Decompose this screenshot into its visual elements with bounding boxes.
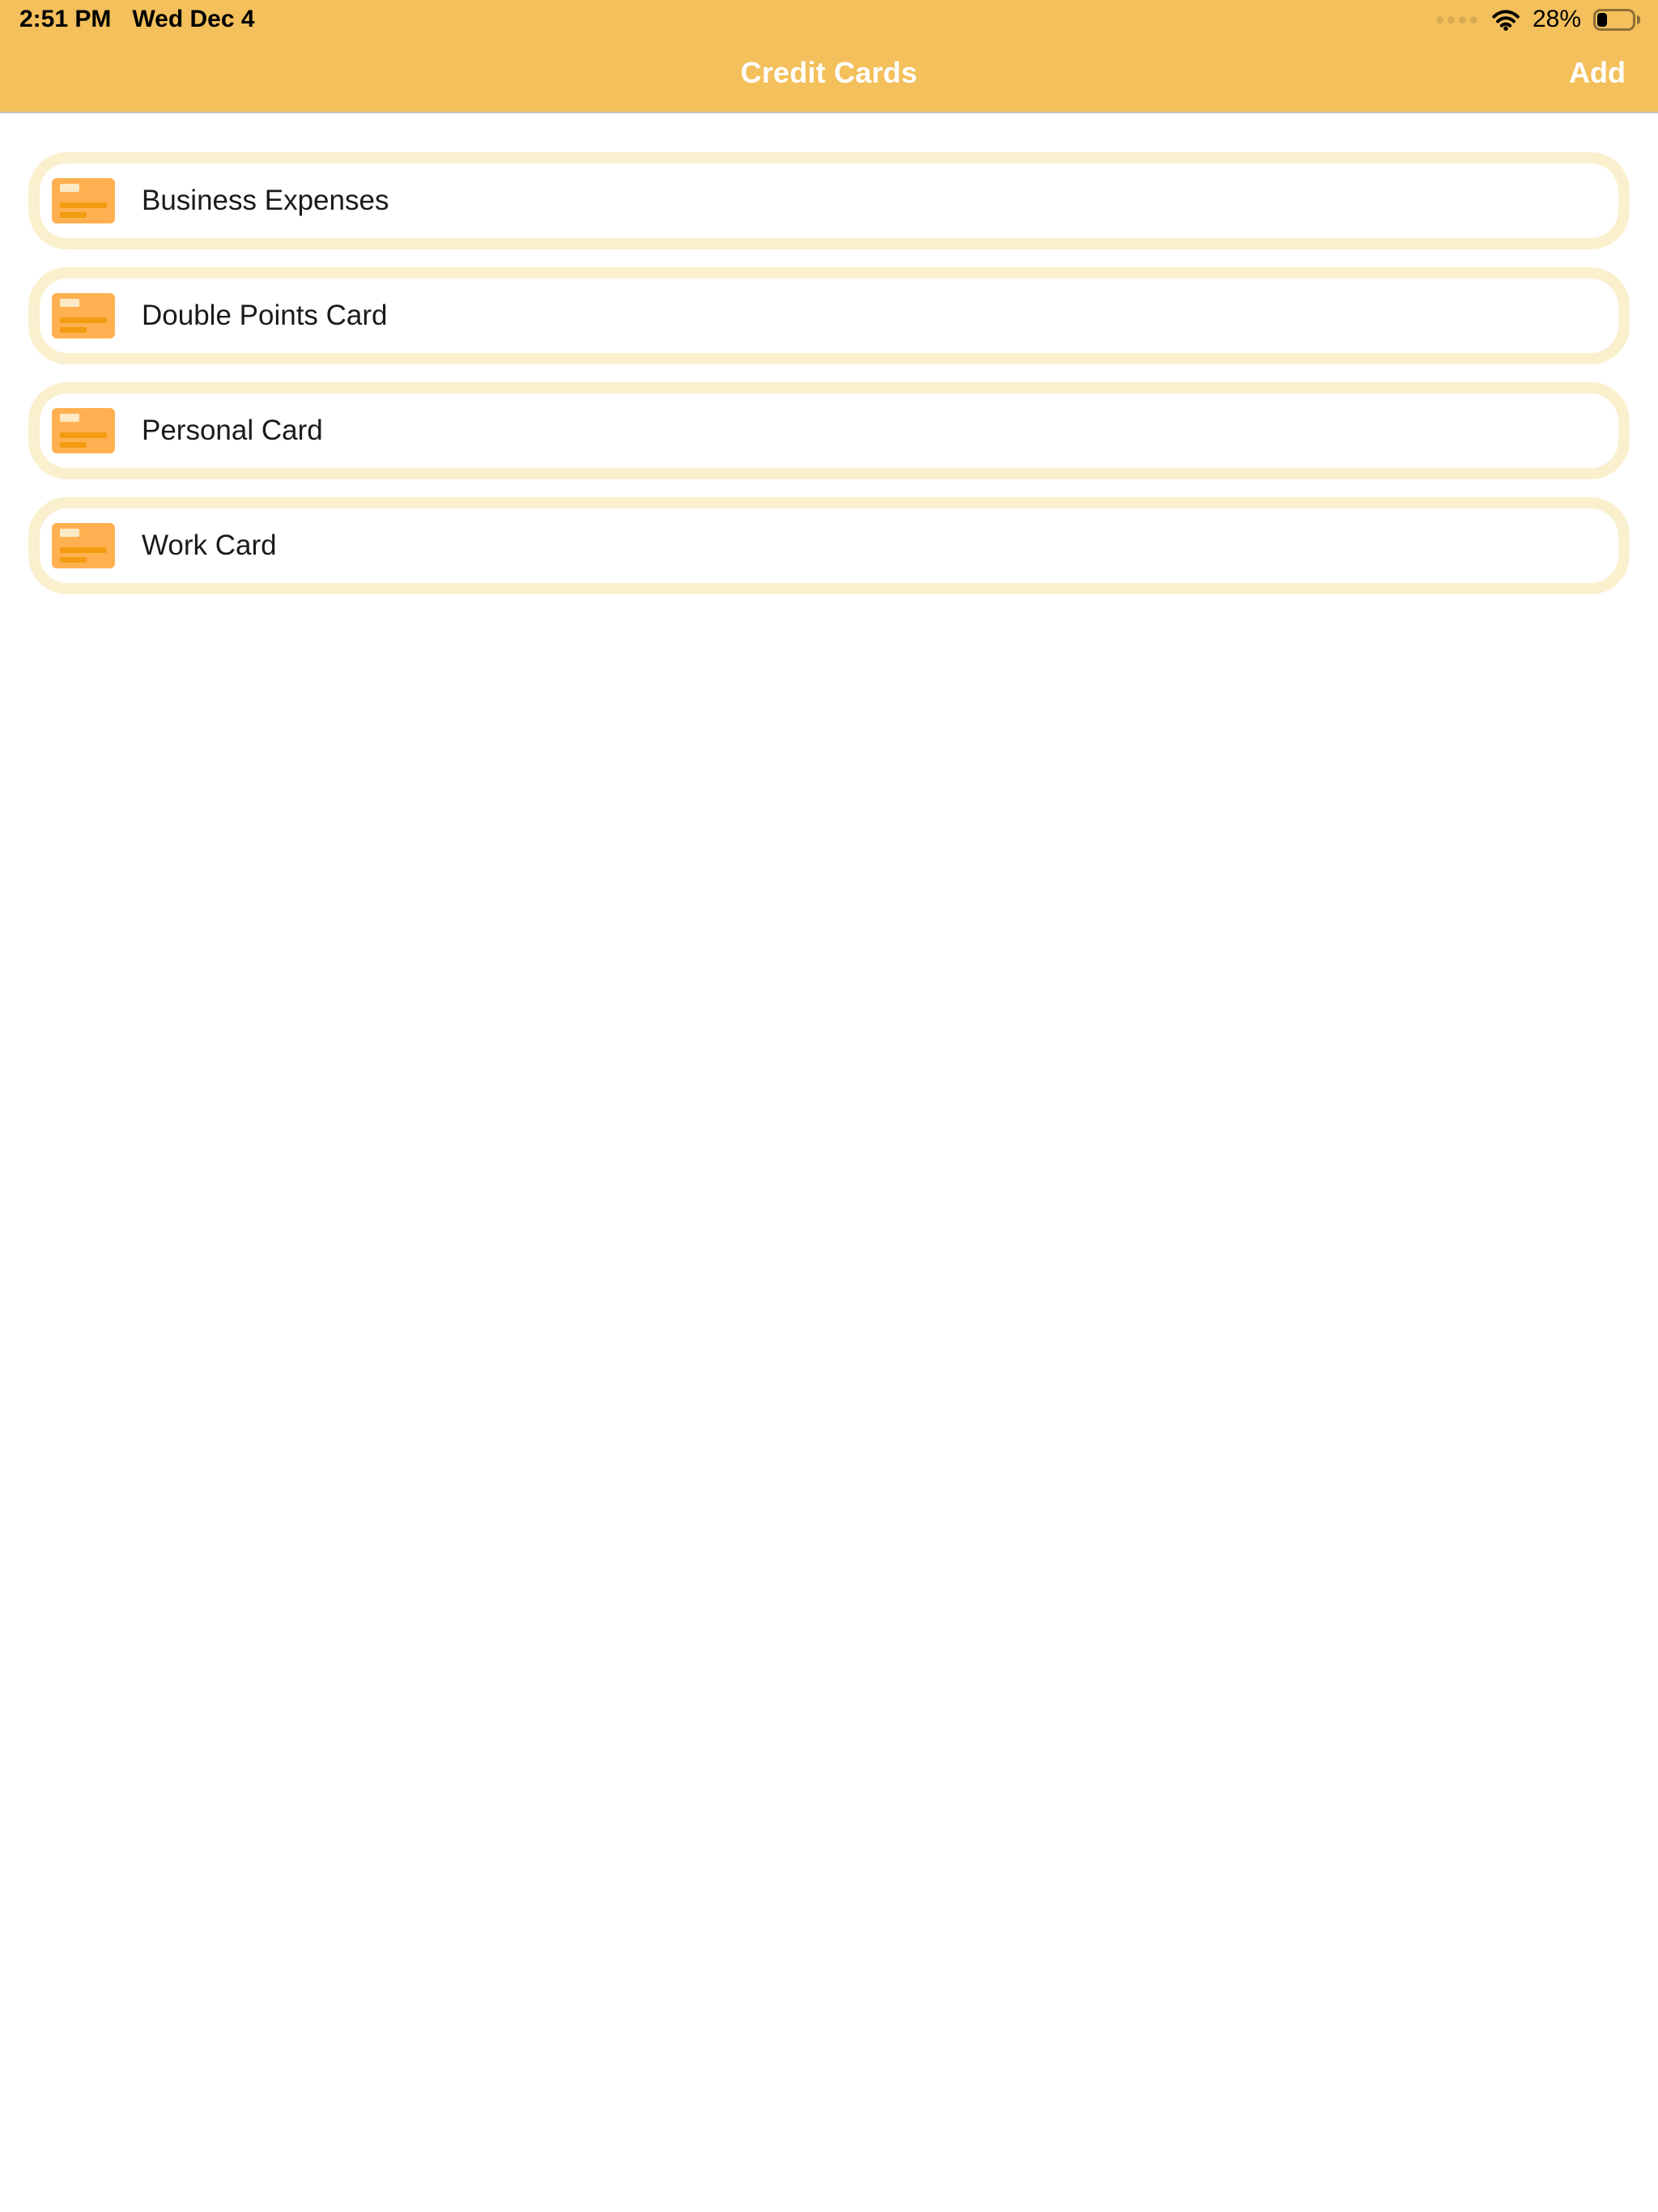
- cellular-signal-icon: [1436, 16, 1477, 23]
- status-right: [1436, 6, 1640, 33]
- add-button[interactable]: Add: [1569, 56, 1626, 89]
- battery-icon: [1593, 9, 1640, 31]
- status-time: 2:51 PM: [19, 6, 112, 32]
- list-item-inner: [40, 508, 1618, 583]
- list-item-inner: [40, 393, 1618, 468]
- card-line: [60, 327, 87, 333]
- card-name-label: Personal Card: [142, 415, 323, 446]
- card-line: [60, 547, 107, 553]
- status-left: [19, 6, 255, 33]
- card-name-label: Work Card: [142, 530, 277, 561]
- card-chip-stripe: [60, 414, 79, 422]
- card-line: [60, 317, 107, 323]
- status-bar: [0, 0, 1658, 34]
- card-line: [60, 557, 87, 563]
- nav-bar: [0, 34, 1658, 112]
- battery-body: [1593, 9, 1635, 31]
- card-name-label: Double Points Card: [142, 300, 388, 331]
- list-item-inner: [40, 279, 1618, 353]
- card-name-label: Business Expenses: [142, 185, 389, 216]
- battery-fill: [1597, 13, 1607, 27]
- credit-card-icon: [52, 523, 115, 568]
- list-item[interactable]: [28, 152, 1630, 249]
- card-line: [60, 202, 107, 208]
- card-chip-stripe: [60, 299, 79, 307]
- card-line: [60, 212, 87, 218]
- list-item[interactable]: [28, 497, 1630, 594]
- battery-percent: 28%: [1532, 6, 1581, 32]
- page-title: Credit Cards: [740, 56, 918, 89]
- wifi-icon: [1491, 8, 1520, 31]
- credit-card-icon: [52, 408, 115, 453]
- credit-card-icon: [52, 293, 115, 338]
- card-chip-stripe: [60, 529, 79, 537]
- header: [0, 0, 1658, 113]
- list-item-inner: [40, 164, 1618, 238]
- status-date: Wed Dec 4: [132, 6, 255, 32]
- card-line: [60, 442, 87, 448]
- credit-card-icon: [52, 178, 115, 223]
- battery-nub: [1637, 15, 1640, 24]
- card-chip-stripe: [60, 184, 79, 192]
- credit-card-list: [0, 115, 1658, 594]
- list-item[interactable]: [28, 382, 1630, 479]
- card-line: [60, 432, 107, 438]
- list-item[interactable]: [28, 267, 1630, 364]
